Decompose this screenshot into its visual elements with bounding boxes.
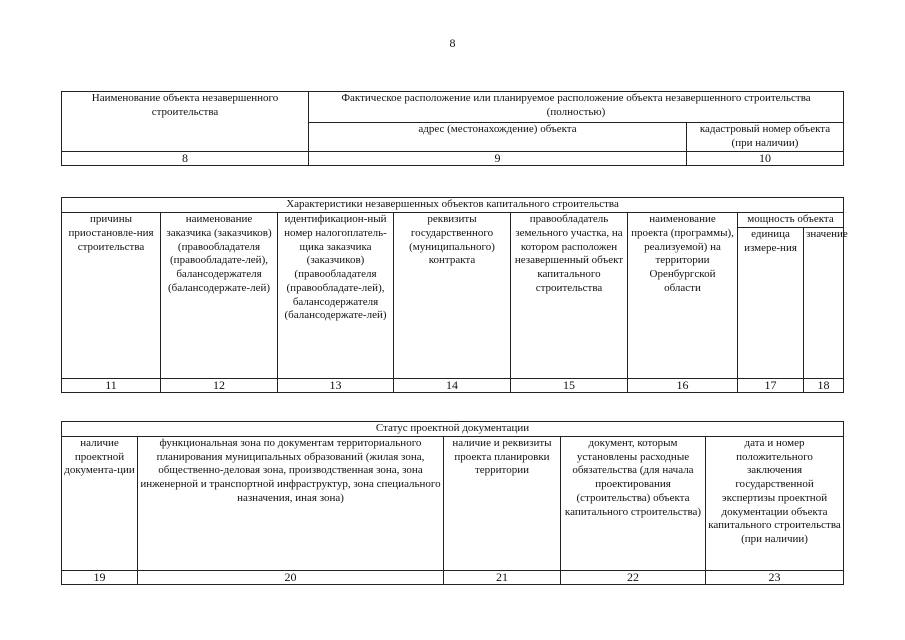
expertise-conclusion-header: дата и номер положительного заключения государственной экспертизы проектной документации объекта капитального строительства (при наличии) — [706, 436, 844, 570]
suspension-reasons-header: причины приостановле-ния строительства — [62, 213, 161, 379]
column-number: 15 — [511, 378, 628, 392]
cadastral-number-header: кадастровый номер объекта (при наличии) — [687, 123, 844, 152]
column-number: 19 — [62, 570, 138, 584]
object-name-header: Наименование объекта незавершенного строительства — [62, 92, 309, 152]
column-number: 16 — [628, 378, 738, 392]
documentation-presence-header: наличие проектной документа-ции — [62, 436, 138, 570]
column-number: 9 — [309, 152, 687, 166]
land-owner-header: правообладатель земельного участка, на котором расположен незавершенный объект капитального строительства — [511, 213, 628, 379]
column-number: 21 — [444, 570, 561, 584]
page-number: 8 — [449, 36, 456, 50]
location-header: Фактическое расположение или планируемое расположение объекта незавершенного строительства (полностью) — [309, 92, 844, 123]
capacity-header: мощность объекта — [738, 213, 844, 228]
column-number: 22 — [561, 570, 706, 584]
column-number: 8 — [62, 152, 309, 166]
column-number: 20 — [138, 570, 444, 584]
address-header: адрес (местонахождение) объекта — [309, 123, 687, 152]
column-number: 10 — [687, 152, 844, 166]
column-number: 18 — [804, 378, 844, 392]
expenditure-document-header: документ, которым установлены расходные обязательства (для начала проектирования (строительства) объекта капитального строительства) — [561, 436, 706, 570]
customer-name-header: наименование заказчика (заказчиков) (правообладателя (правообладате-лей), балансодержателя (балансодержате-лей) — [161, 213, 278, 379]
taxpayer-id-header: идентификацион-ный номер налогоплатель-щика заказчика (заказчиков) (правообладателя (правообладате-лей), балансодержателя (балансодержате-лей) — [278, 213, 394, 379]
object-location-table — [61, 91, 844, 166]
characteristics-title: Характеристики незавершенных объектов капитального строительства — [62, 198, 844, 213]
contract-details-header: реквизиты государственного (муниципального) контракта — [394, 213, 511, 379]
column-number: 17 — [738, 378, 804, 392]
column-number: 14 — [394, 378, 511, 392]
functional-zone-header: функциональная зона по документам территориального планирования муниципальных образований (жилая зона, общественно-деловая зона, производственная зона, зона инженерной и транспортной инфраструктур, зона специального назначения, иная зона) — [138, 436, 444, 570]
project-documentation-status-table — [61, 421, 844, 585]
object-characteristics-table — [61, 197, 848, 393]
column-number: 11 — [62, 378, 161, 392]
documentation-status-title: Статус проектной документации — [62, 422, 844, 437]
column-number: 13 — [278, 378, 394, 392]
unit-header: единица измере-ния — [738, 227, 804, 378]
column-number: 23 — [706, 570, 844, 584]
column-number: 12 — [161, 378, 278, 392]
planning-project-header: наличие и реквизиты проекта планировки территории — [444, 436, 561, 570]
value-header: значение — [804, 227, 844, 378]
program-name-header: наименование проекта (программы), реализуемой) на территории Оренбургской области — [628, 213, 738, 379]
